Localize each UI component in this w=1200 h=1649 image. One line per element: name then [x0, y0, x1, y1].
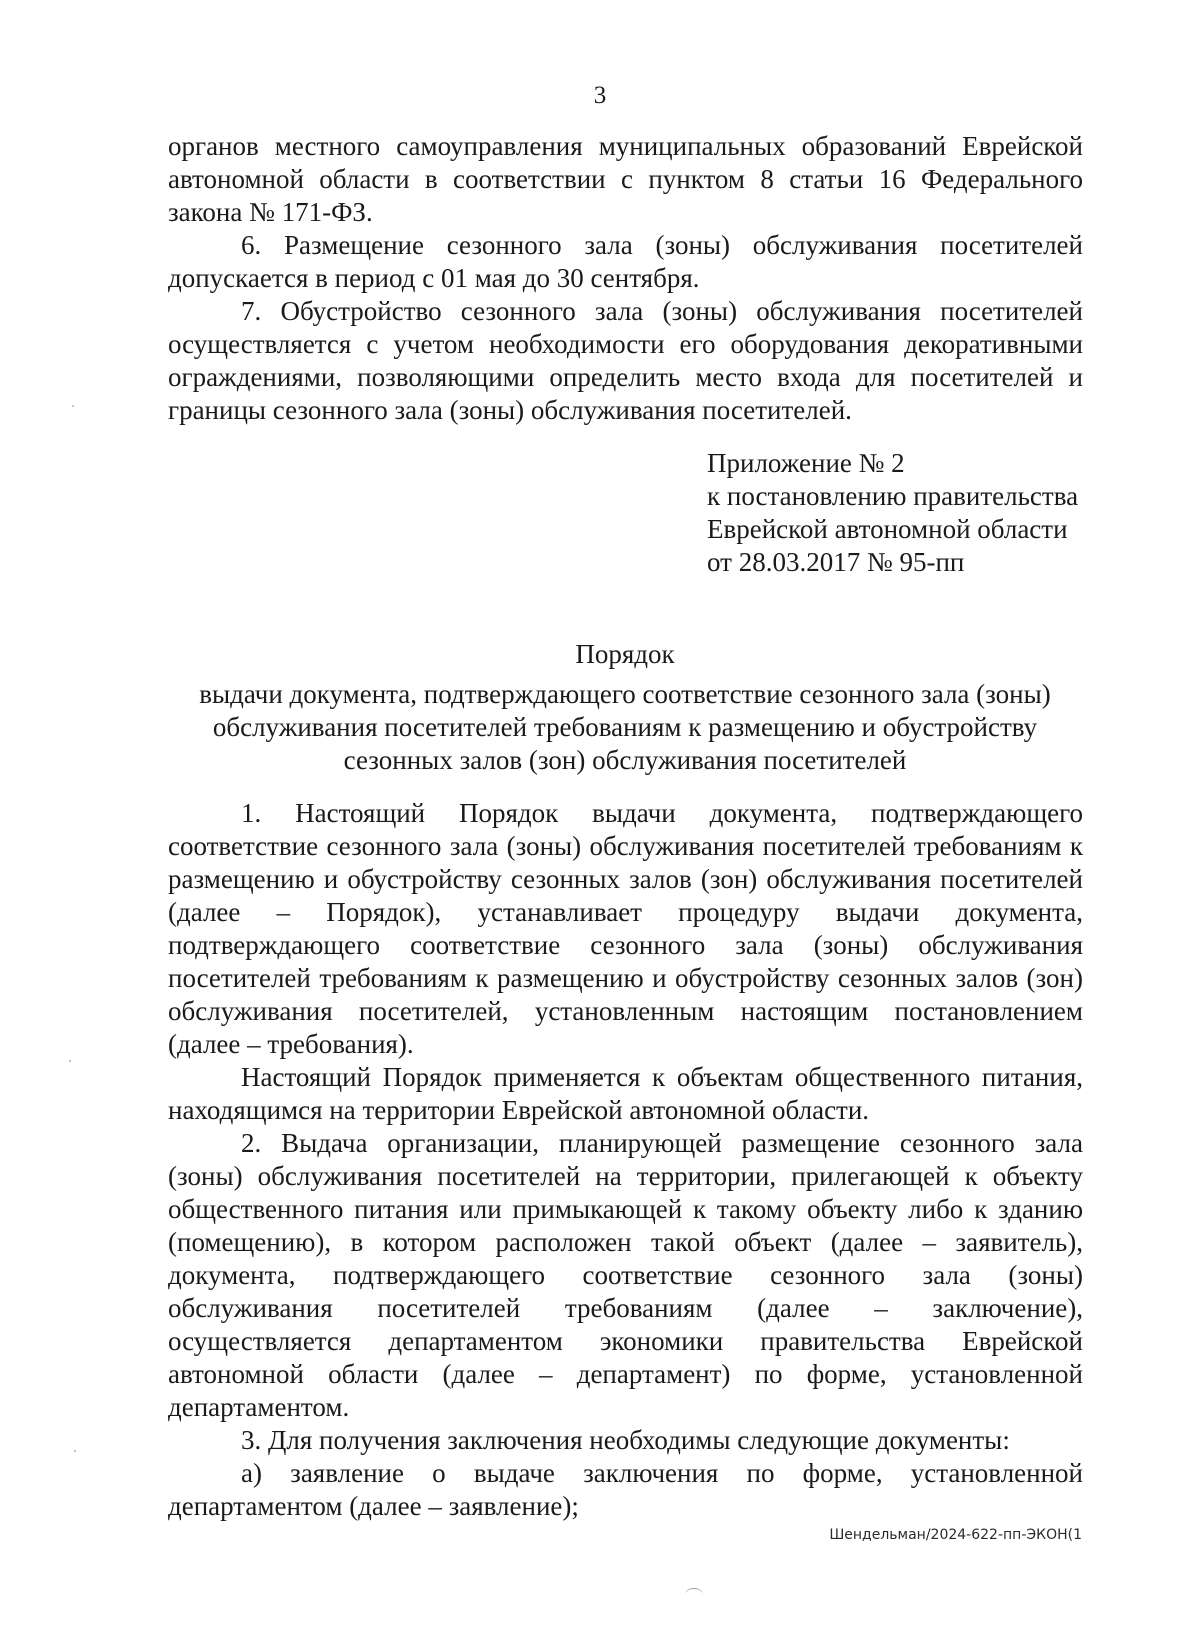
appendix-line: Приложение № 2: [707, 448, 905, 478]
paragraph-item-7: 7. Обустройство сезонного зала (зоны) обслуживания посетителей осуществляется с учетом необходимости его оборудования декоративными ограждениями, позволяющими определить место входа для посетителей и границы сезонного зала (зоны) обслуживания посетителей.: [168, 296, 1083, 425]
scan-speck: [72, 405, 74, 407]
scan-speck: [74, 1450, 76, 1452]
paragraph-item-6: 6. Размещение сезонного зала (зоны) обслуживания посетителей допускается в период с 01 мая до 30 сентября.: [168, 230, 1083, 293]
appendix-line: к постановлению правительства: [707, 481, 1079, 511]
paragraph-scope: Настоящий Порядок применяется к объектам общественного питания, находящимся на территории Еврейской автономной области.: [168, 1062, 1083, 1125]
document-footer-code: Шендельман/2024-622-пп-ЭКОН(1: [829, 1527, 1082, 1543]
document-title: [130, 638, 1120, 777]
main-text-block: [168, 797, 1083, 1523]
scan-speck: [69, 1060, 71, 1062]
paragraph-item-3a: а) заявление о выдаче заключения по форме, установленной департаментом (далее – заявление);: [168, 1458, 1083, 1521]
paragraph-item-3: 3. Для получения заключения необходимы следующие документы:: [241, 1425, 1010, 1455]
appendix-header: [707, 447, 1127, 579]
appendix-line: от 28.03.2017 № 95-пп: [707, 547, 965, 577]
title-line: обслуживания посетителей требованиям к размещению и обустройству: [212, 712, 1038, 742]
paragraph-item-2: 2. Выдача организации, планирующей размещение сезонного зала (зоны) обслуживания посетителей на территории, прилегающей к объекту общественного питания или примыкающей к такому объекту либо к зданию (помещению), в котором расположен такой объект (далее – заявитель), документа, подтверждающего соответствие сезонного зала (зоны) обслуживания посетителей требованиям (далее – заключение), осуществляется департаментом экономики правительства Еврейской автономной области (далее – департамент) по форме, установленной департаментом.: [168, 1128, 1083, 1422]
title-line: выдачи документа, подтверждающего соответствие сезонного зала (зоны): [199, 679, 1051, 709]
title-main: Порядок: [575, 639, 675, 669]
title-line: сезонных залов (зон) обслуживания посетителей: [343, 745, 907, 775]
page-number: 3: [593, 82, 607, 109]
scan-mark-icon: [685, 1588, 703, 1601]
appendix-line: Еврейской автономной области: [707, 514, 1068, 544]
paragraph-continuation: органов местного самоуправления муниципальных образований Еврейской автономной области в соответствии с пунктом 8 статьи 16 Федерального закона № 171-ФЗ.: [168, 131, 1083, 227]
paragraph-item-1: 1. Настоящий Порядок выдачи документа, подтверждающего соответствие сезонного зала (зоны) обслуживания посетителей требованиям к размещению и обустройству сезонных залов (зон) обслуживания посетителей (далее – Порядок), устанавливает процедуру выдачи документа, подтверждающего соответствие сезонного зала (зоны) обслуживания посетителей требованиям к размещению и обустройству сезонных залов (зон) обслуживания посетителей, установленным настоящим постановлением (далее – требования).: [168, 798, 1083, 1059]
top-text-block: [168, 130, 1083, 427]
